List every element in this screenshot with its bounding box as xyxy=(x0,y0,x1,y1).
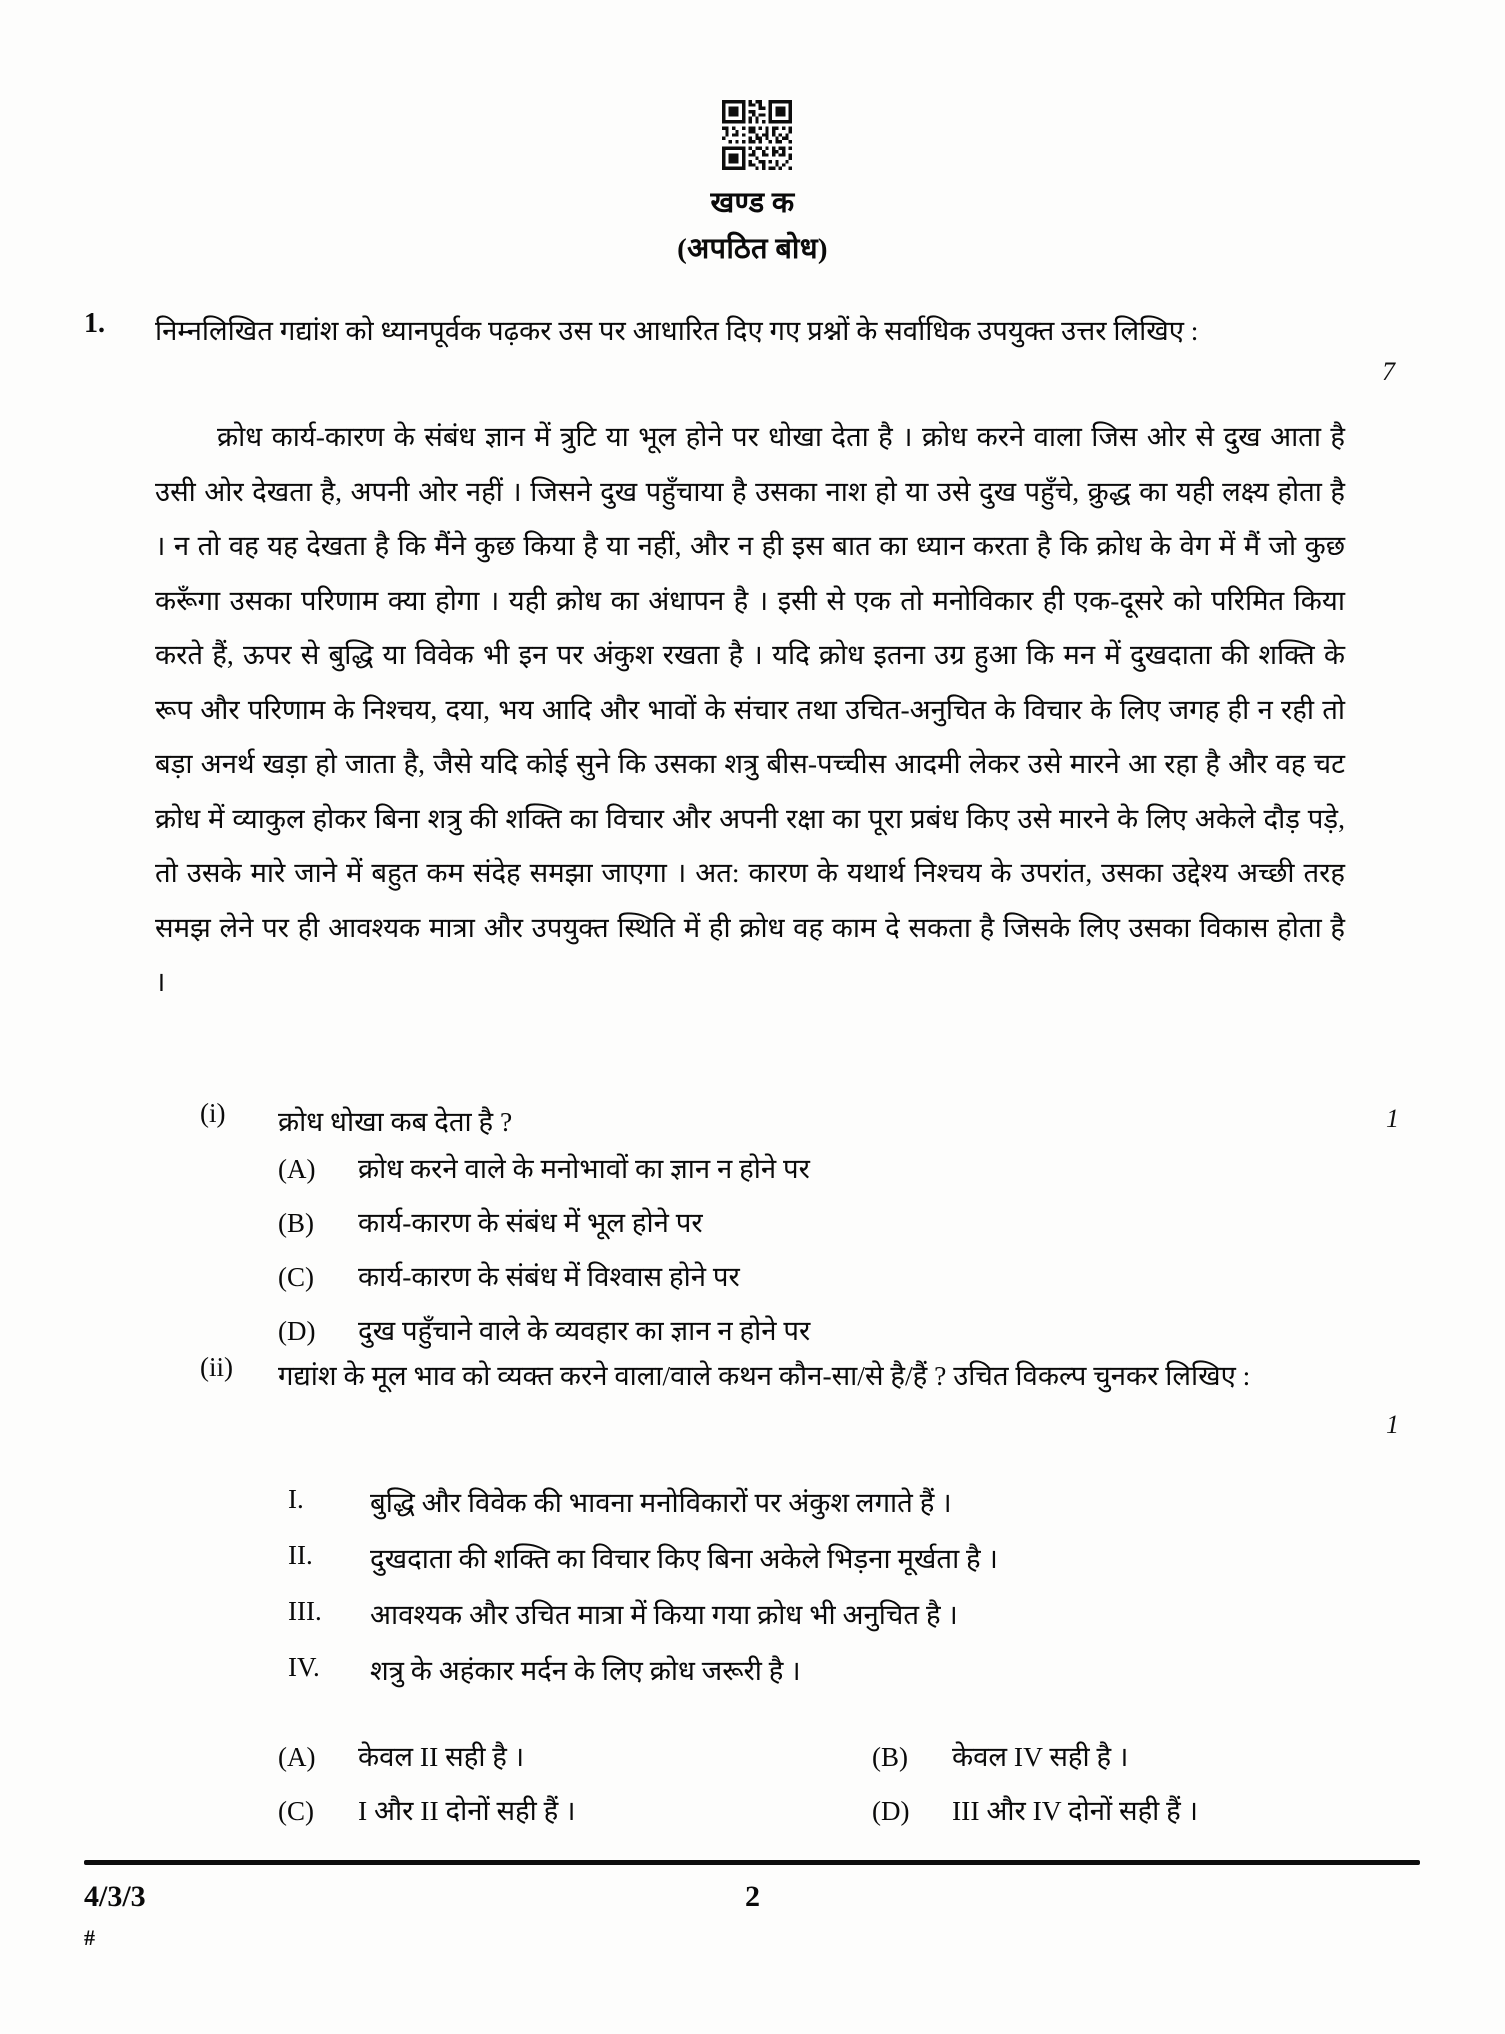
option-i-a-tag: (A) xyxy=(278,1154,316,1184)
option-ii-d-tag: (D) xyxy=(872,1796,910,1826)
marks-question1: 7 xyxy=(1382,357,1395,386)
option-ii-b-tag: (B) xyxy=(872,1742,908,1772)
option-i-c-text: कार्य-कारण के संबंध में विश्वास होने पर xyxy=(358,1261,740,1292)
page-number: 2 xyxy=(745,1880,760,1913)
option-i-a-text: क्रोध करने वाले के मनोभावों का ज्ञान न होने पर xyxy=(358,1153,810,1184)
statement-i-text: बुद्धि और विवेक की भावना मनोविकारों पर अंकुश लगाते हैं । xyxy=(370,1487,952,1518)
option-ii-c-tag: (C) xyxy=(278,1796,314,1826)
option-i-c-tag: (C) xyxy=(278,1262,314,1292)
sub-question-i-label: (i) xyxy=(200,1098,226,1128)
footer-divider xyxy=(84,1860,1420,1865)
statement-i-tag: I. xyxy=(288,1484,304,1514)
marks-sub-question-ii: 1 xyxy=(1386,1410,1399,1439)
marks-sub-question-i: 1 xyxy=(1386,1104,1399,1133)
section-heading: खण्ड क xyxy=(710,187,795,219)
qr-code xyxy=(722,84,792,186)
statement-ii-text: दुखदाता की शक्ति का विचार किए बिना अकेले भिड़ना मूर्खता है । xyxy=(370,1543,998,1574)
option-ii-b-text: केवल IV सही है । xyxy=(952,1741,1129,1772)
sub-question-i-text: क्रोध धोखा कब देता है ? xyxy=(278,1106,513,1137)
option-ii-a-tag: (A) xyxy=(278,1742,316,1772)
option-i-d-text: दुख पहुँचाने वाले के व्यवहार का ज्ञान न होने पर xyxy=(358,1315,811,1346)
option-i-b-text: कार्य-कारण के संबंध में भूल होने पर xyxy=(358,1207,703,1238)
statement-iii-text: आवश्यक और उचित मात्रा में किया गया क्रोध भी अनुचित है । xyxy=(370,1599,958,1630)
reading-passage: क्रोध कार्य-कारण के संबंध ज्ञान में त्रुटि या भूल होने पर धोखा देता है । क्रोध करने वाला जिस ओर से दुख आता है उसी ओर देखता है, अपनी ओर नहीं । जिसने दुख पहुँचाया है उसका नाश हो या उसे दुख पहुँचे, क्रुद्ध का यही लक्ष्य होता है । न तो वह यह देखता है कि मैंने कुछ किया है या नहीं, और न ही इस बात का ध्यान करता है कि क्रोध के वेग में मैं जो कुछ करूँगा उसका परिणाम क्या होगा । यही क्रोध का अंधापन है । इसी से एक तो मनोविकार ही एक-दूसरे को परिमित किया करते हैं, ऊपर से बुद्धि या विवेक भी इन पर अंकुश रखता है । यदि क्रोध इतना उग्र हुआ कि मन में दुखदाता की शक्ति के रूप और परिणाम के निश्चय, दया, भय आदि और भावों के संचार तथा उचित-अनुचित के विचार के लिए जगह ही न रही तो बड़ा अनर्थ खड़ा हो जाता है, जैसे यदि कोई सुने कि उसका शत्रु बीस-पच्चीस आदमी लेकर उसे मारने आ रहा है और वह चट क्रोध में व्याकुल होकर बिना शत्रु की शक्ति का विचार और अपनी रक्षा का पूरा प्रबंध किए उसे मारने के लिए अकेले दौड़ पड़े, तो उसके मारे जाने में बहुत कम संदेह समझा जाएगा । अत: कारण के यथार्थ निश्चय के उपरांत, उसका उद्देश्य अच्छी तरह समझ लेने पर ही आवश्यक मात्रा और उपयुक्त स्थिति में ही क्रोध वह काम दे सकता है जिसके लिए उसका विकास होता है । xyxy=(155,421,1345,997)
paper-code: 4/3/3 xyxy=(84,1880,146,1913)
option-ii-d-text: III और IV दोनों सही हैं । xyxy=(952,1795,1199,1826)
section-subheading: (अपठित बोध) xyxy=(677,233,828,265)
statement-iii-tag: III. xyxy=(288,1596,322,1626)
sub-question-ii-label: (ii) xyxy=(200,1352,233,1382)
question-stem: निम्नलिखित गद्यांश को ध्यानपूर्वक पढ़कर उस पर आधारित दिए गए प्रश्नों के सर्वाधिक उपयुक्त उत्तर लिखिए : xyxy=(155,315,1199,346)
sub-question-ii-text: गद्यांश के मूल भाव को व्यक्त करने वाला/वाले कथन कौन-सा/से है/हैं ? उचित विकल्प चुनकर लिखिए : xyxy=(278,1360,1251,1391)
option-ii-a-text: केवल II सही है । xyxy=(358,1741,525,1772)
statement-iv-text: शत्रु के अहंकार मर्दन के लिए क्रोध जरूरी है । xyxy=(370,1655,801,1686)
statement-ii-tag: II. xyxy=(288,1540,313,1570)
statement-iv-tag: IV. xyxy=(288,1652,320,1682)
footer-mark: # xyxy=(84,1925,95,1950)
option-i-d-tag: (D) xyxy=(278,1316,316,1346)
option-i-b-tag: (B) xyxy=(278,1208,314,1238)
question-number: 1. xyxy=(84,308,105,339)
option-ii-c-text: I और II दोनों सही हैं । xyxy=(358,1795,576,1826)
